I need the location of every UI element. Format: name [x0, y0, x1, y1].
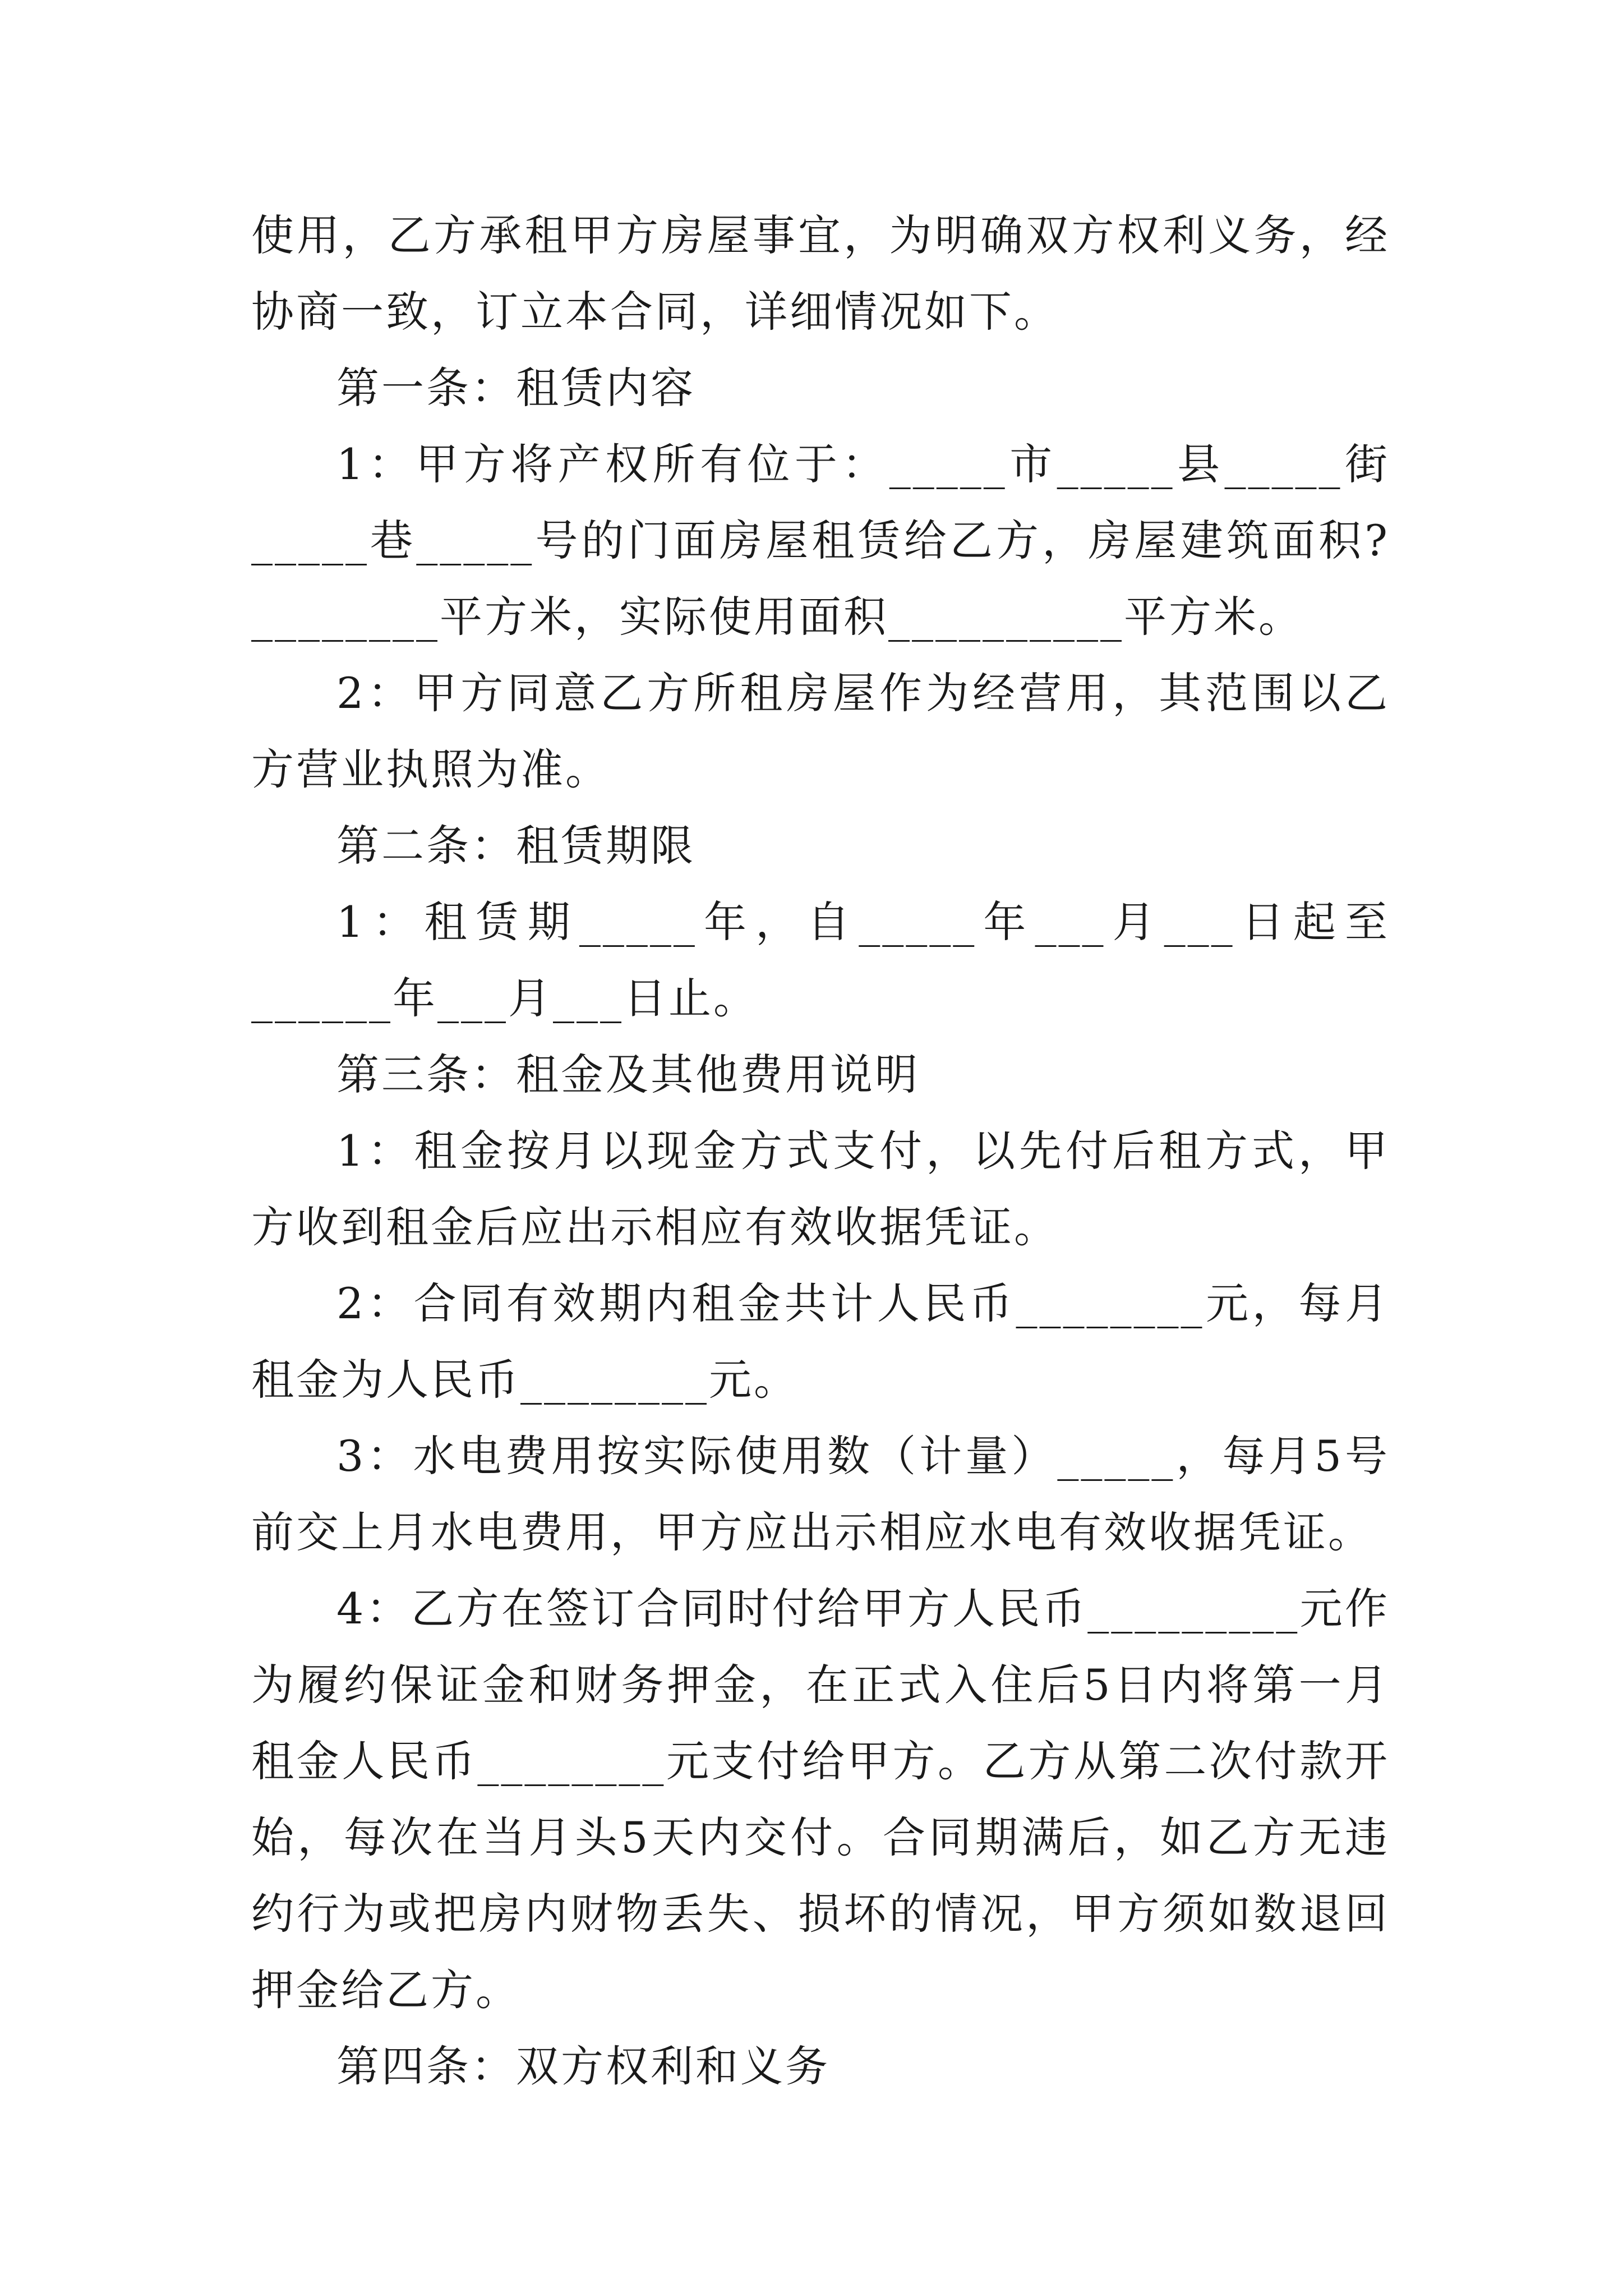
- paragraph-intro-continuation: 使用，乙方承租甲方房屋事宜，为明确双方权利义务，经协商一致，订立本合同，详细情况如下。: [251, 210, 1390, 337]
- article-4-heading: 第四条：双方权利和义务: [336, 2041, 830, 2091]
- article-3-heading: 第三条：租金及其他费用说明: [336, 1050, 920, 1099]
- article-3-clause-2: 2：合同有效期内租金共计人民币________元，每月租金为人民币________元。: [251, 1278, 1390, 1405]
- article-3-clause-4: 4：乙方在签订合同时付给甲方人民币_________元作为履约保证金和财务押金，在正式入住后5日内将第一月租金人民币________元支付给甲方。乙方从第二次付款开始，每次在当月头5天内交付。合同期满后，如乙方无违约行为或把房内财物丢失、损坏的情况，甲方须如数退回押金给乙方。: [251, 1584, 1390, 2015]
- article-3-clause-1: 1：租金按月以现金方式支付，以先付后租方式，甲方收到租金后应出示相应有效收据凭证。: [251, 1126, 1390, 1252]
- contract-body: [251, 197, 1390, 2105]
- article-1-clause-2: 2：甲方同意乙方所租房屋作为经营用，其范围以乙方营业执照为准。: [251, 668, 1390, 794]
- article-2-heading: 第二条：租赁期限: [336, 821, 695, 871]
- article-3-clause-3: 3：水电费用按实际使用数（计量）_____，每月5号前交上月水电费用，甲方应出示相应水电有效收据凭证。: [251, 1431, 1390, 1557]
- article-1-clause-1: 1：甲方将产权所有位于：_____市_____县_____街_____巷_____号的门面房屋租赁给乙方，房屋建筑面积?________平方米，实际使用面积__________平方米。: [251, 439, 1390, 642]
- article-2-clause-1: 1：租赁期_____年，自_____年___月___日起至______年___月___日止。: [251, 897, 1390, 1023]
- article-1-heading: 第一条：租赁内容: [336, 363, 695, 413]
